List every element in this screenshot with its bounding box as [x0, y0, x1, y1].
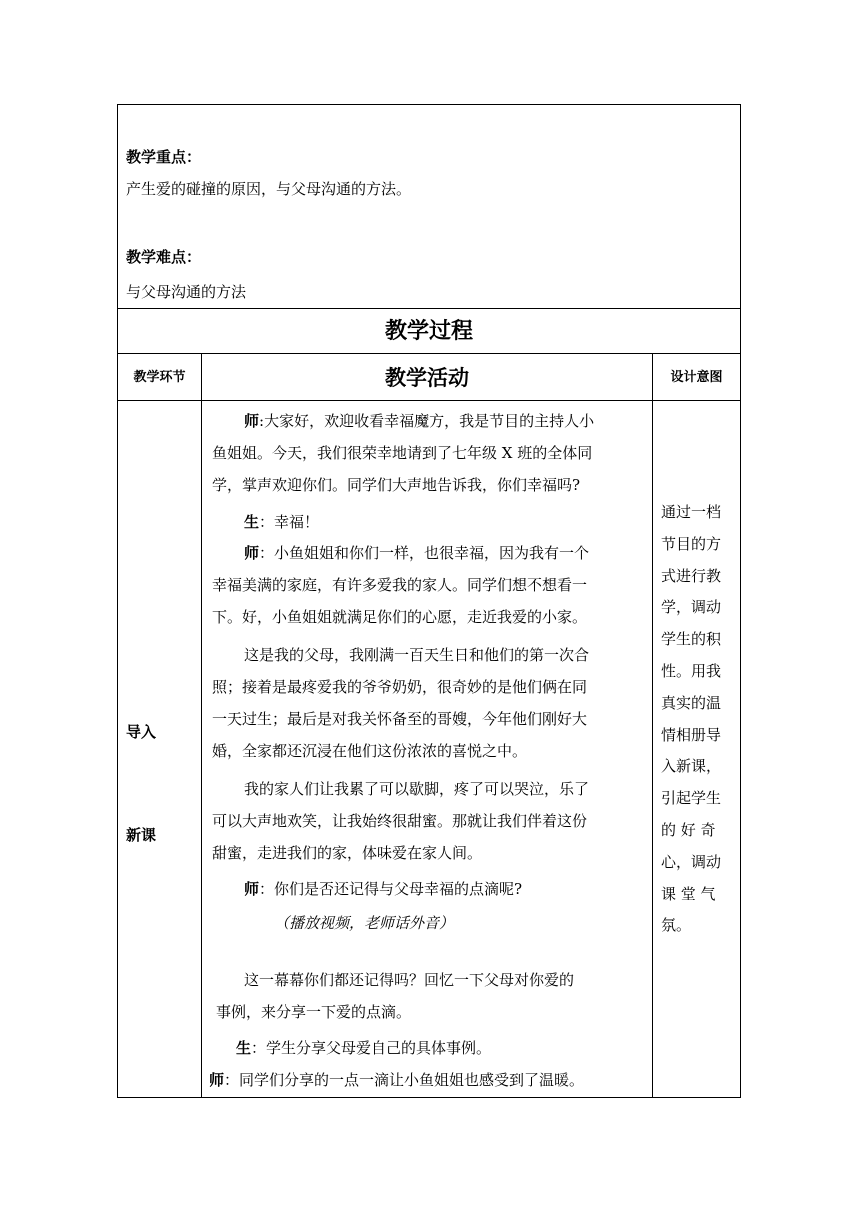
speaker-student: 生: [236, 1039, 252, 1057]
activity-line: 学，掌声欢迎你们。同学们大声地告诉我，你们幸福吗?: [212, 476, 581, 494]
activity-line: 生：幸福！: [244, 513, 320, 531]
speaker-teacher: 师: [244, 880, 260, 898]
activity-line: 一天过生；最后是对我关怀备至的哥嫂，今年他们刚好大: [212, 710, 588, 728]
design-intent-line: 真实的温: [661, 693, 722, 712]
activity-line: 这是我的父母，我刚满一百天生日和他们的第一次合: [244, 646, 590, 664]
design-intent-line: 情相册导: [661, 725, 722, 744]
speaker-student: 生: [244, 513, 260, 531]
column-divider: [652, 353, 653, 1097]
table-divider: [118, 353, 740, 354]
speaker-teacher: 师: [244, 544, 260, 562]
design-intent-line: 课 堂 气: [661, 884, 716, 903]
activity-line: 师：小鱼姐姐和你们一样，也很幸福，因为我有一个: [244, 544, 590, 562]
column-header-activity: 教学活动: [385, 366, 469, 390]
design-intent-line: 学生的积: [661, 630, 722, 649]
activity-line: 师：你们是否还记得与父母幸福的点滴呢?: [244, 880, 523, 898]
table-divider: [118, 400, 740, 401]
activity-line: 可以大声地欢笑，让我始终很甜蜜。那就让我们伴着这份: [212, 812, 588, 830]
difficulties-text: 与父母沟通的方法: [126, 283, 247, 301]
stage-label-line1: 导入: [126, 723, 157, 741]
activity-line: 师：同学们分享的一点一滴让小鱼姐姐也感受到了温暖。: [209, 1071, 585, 1089]
design-intent-line: 的 好 奇: [661, 821, 716, 839]
activity-stage-direction: （播放视频，老师话外音）: [274, 914, 455, 932]
activity-line: 甜蜜，走进我们的家，体味爱在家人间。: [212, 844, 483, 862]
design-intent-line: 引起学生: [661, 789, 722, 808]
design-intent-line: 式进行教: [661, 566, 722, 585]
column-divider: [201, 353, 202, 1097]
design-intent-line: 入新课，: [661, 757, 722, 776]
design-intent-line: 节目的方: [661, 534, 722, 553]
table-divider: [118, 308, 740, 309]
activity-line: 这一幕幕你们都还记得吗？回忆一下父母对你爱的: [244, 971, 575, 989]
speaker-teacher: 师: [209, 1071, 225, 1089]
design-intent-line: 性。用我: [661, 662, 722, 680]
activity-line: 鱼姐姐。今天，我们很荣幸地请到了七年级 X 班的全体同: [212, 444, 593, 462]
process-title: 教学过程: [384, 319, 473, 344]
design-intent-line: 氛。: [661, 916, 692, 935]
key-points-heading: 教学重点：: [126, 148, 202, 166]
key-points-text: 产生爱的碰撞的原因，与父母沟通的方法。: [126, 180, 412, 198]
stage-label-line2: 新课: [126, 826, 157, 844]
column-header-intent: 设计意图: [670, 370, 723, 385]
activity-line: 我的家人们让我累了可以歇脚，疼了可以哭泣，乐了: [244, 780, 590, 798]
column-header-stage: 教学环节: [133, 370, 186, 385]
activity-line: 照；接着是最疼爱我的爷爷奶奶，很奇妙的是他们俩在同: [212, 678, 588, 696]
activity-line: 师:大家好，欢迎收看幸福魔方，我是节目的主持人小: [244, 412, 595, 430]
speaker-teacher: 师: [244, 412, 260, 430]
activity-line: 生：学生分享父母爱自己的具体事例。: [236, 1039, 492, 1057]
activity-line: 幸福美满的家庭，有许多爱我的家人。同学们想不想看一: [212, 576, 588, 594]
activity-line: 下。好，小鱼姐姐就满足你们的心愿，走近我爱的小家。: [212, 608, 588, 626]
activity-line: 婚，全家都还沉浸在他们这份浓浓的喜悦之中。: [212, 742, 528, 760]
lesson-plan-table: [117, 104, 741, 1098]
activity-line: 事例，来分享一下爱的点滴。: [216, 1003, 412, 1021]
design-intent-line: 通过一档: [661, 503, 722, 521]
design-intent-line: 心，调动: [661, 852, 722, 871]
difficulties-heading: 教学难点：: [126, 248, 202, 266]
design-intent-line: 学，调动: [661, 598, 722, 617]
